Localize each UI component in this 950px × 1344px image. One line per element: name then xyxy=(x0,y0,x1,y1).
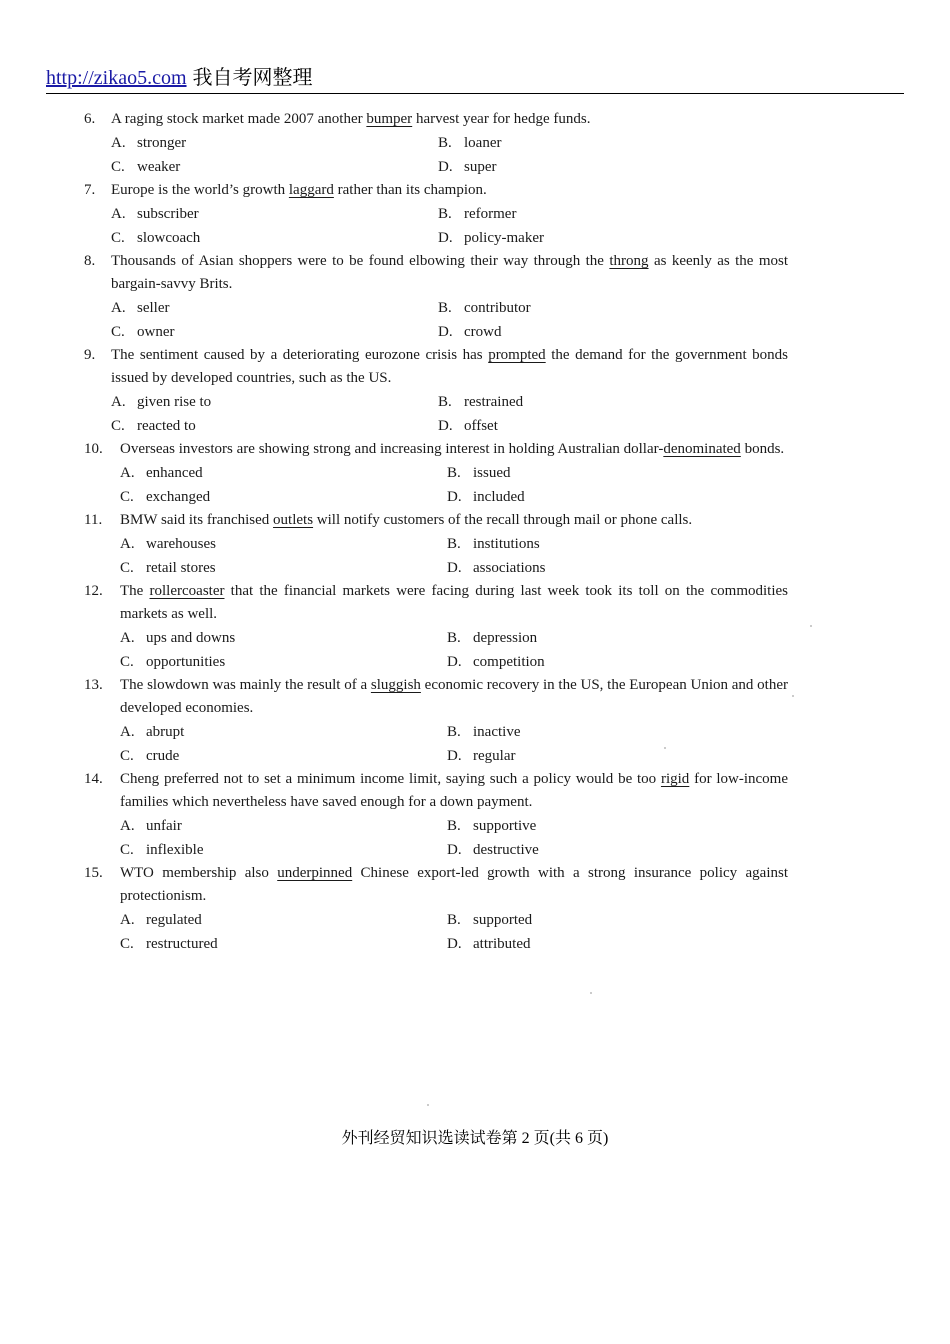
option-text: subscriber xyxy=(137,206,199,222)
answer-option xyxy=(120,485,447,509)
answer-option xyxy=(447,838,787,862)
question-stem xyxy=(84,862,788,908)
option-text: offset xyxy=(464,418,498,434)
option-text: reacted to xyxy=(137,418,196,434)
question-number: 10. xyxy=(84,441,103,457)
underlined-keyword: sluggish xyxy=(370,677,421,693)
option-letter: A. xyxy=(111,394,126,410)
option-letter: C. xyxy=(111,324,125,340)
answer-option xyxy=(120,532,447,556)
option-letter: C. xyxy=(120,748,134,764)
answer-option xyxy=(447,720,787,744)
option-text: issued xyxy=(473,465,511,481)
question-number: 9. xyxy=(84,347,96,363)
option-text: enhanced xyxy=(146,465,203,481)
option-letter: B. xyxy=(447,724,461,740)
page-footer: 外刊经贸知识选读试卷第 2 页(共 6 页) xyxy=(341,1130,609,1147)
option-text: ups and downs xyxy=(146,630,236,646)
answer-option xyxy=(447,932,787,956)
option-letter: D. xyxy=(438,230,453,246)
answer-option xyxy=(438,155,778,179)
question-item xyxy=(84,438,788,509)
answer-options xyxy=(84,908,788,956)
answer-option xyxy=(111,390,438,414)
page-header xyxy=(46,66,904,94)
stem-text-before: A raging stock market made 2007 another xyxy=(111,111,367,127)
answer-option xyxy=(111,320,438,344)
question-stem xyxy=(84,509,788,532)
option-text: policy-maker xyxy=(464,230,544,246)
option-letter: B. xyxy=(447,465,461,481)
stem-text-after: as keenly as the most bargain-savvy Brits. xyxy=(111,253,788,292)
option-text: warehouses xyxy=(146,536,216,552)
answer-option xyxy=(438,202,778,226)
option-text: crude xyxy=(146,748,180,764)
option-text: attributed xyxy=(473,936,531,952)
answer-option xyxy=(447,532,787,556)
answer-option xyxy=(111,296,438,320)
option-text: opportunities xyxy=(146,654,226,670)
option-text: inactive xyxy=(473,724,521,740)
answer-option xyxy=(111,414,438,438)
option-letter: B. xyxy=(438,394,452,410)
answer-option xyxy=(120,744,447,768)
option-text: reformer xyxy=(464,206,517,222)
stem-text-before: WTO membership also xyxy=(120,865,278,881)
option-letter: A. xyxy=(120,724,135,740)
option-letter: B. xyxy=(447,912,461,928)
stem-text-before: Thousands of Asian shoppers were to be found elbowing their way through the xyxy=(111,253,610,269)
option-letter: B. xyxy=(447,536,461,552)
option-text: crowd xyxy=(464,324,502,340)
option-text: exchanged xyxy=(146,489,211,505)
option-text: inflexible xyxy=(146,842,204,858)
option-letter: B. xyxy=(438,300,452,316)
question-item xyxy=(84,768,788,862)
question-item xyxy=(84,250,788,344)
stem-text-after: harvest year for hedge funds. xyxy=(412,111,591,127)
answer-option xyxy=(111,226,438,250)
option-text: stronger xyxy=(137,135,187,151)
answer-option xyxy=(438,296,778,320)
question-number: 11. xyxy=(84,512,103,528)
answer-option xyxy=(120,461,447,485)
option-text: owner xyxy=(137,324,175,340)
question-stem xyxy=(84,580,788,626)
option-letter: A. xyxy=(111,135,126,151)
question-text xyxy=(111,344,788,390)
answer-options xyxy=(84,626,788,674)
stem-text-after: will notify customers of the recall through mail or phone calls. xyxy=(313,512,693,528)
stem-text-after: rather than its champion. xyxy=(333,182,487,198)
underlined-keyword: rollercoaster xyxy=(149,583,225,599)
question-number: 12. xyxy=(84,583,103,599)
stem-text-before: The xyxy=(120,583,150,599)
option-text: abrupt xyxy=(146,724,185,740)
stem-text-after: economic recovery in the US, the European Union and other developed economies. xyxy=(120,677,789,716)
scan-speck xyxy=(427,1104,429,1106)
question-text xyxy=(111,179,788,202)
answer-options xyxy=(84,532,788,580)
stem-text-before: Europe is the world’s growth xyxy=(111,182,289,198)
option-text: competition xyxy=(473,654,545,670)
option-text: slowcoach xyxy=(137,230,201,246)
question-stem xyxy=(84,768,788,814)
question-number: 15. xyxy=(84,865,103,881)
answer-options xyxy=(84,720,788,768)
option-letter: D. xyxy=(438,159,453,175)
answer-options xyxy=(84,390,788,438)
question-item xyxy=(84,108,788,179)
option-letter: D. xyxy=(447,654,462,670)
question-number: 14. xyxy=(84,771,103,787)
answer-option xyxy=(120,556,447,580)
option-text: restructured xyxy=(146,936,218,952)
answer-option xyxy=(120,838,447,862)
answer-option xyxy=(447,650,787,674)
stem-text-after: Chinese export-led growth with a strong insurance policy against protectionism. xyxy=(120,865,788,904)
question-number: 8. xyxy=(84,253,96,269)
option-letter: A. xyxy=(111,300,126,316)
option-text: given rise to xyxy=(137,394,212,410)
option-letter: D. xyxy=(438,324,453,340)
option-letter: A. xyxy=(120,912,135,928)
answer-option xyxy=(111,131,438,155)
option-text: included xyxy=(473,489,525,505)
question-list xyxy=(84,108,788,956)
option-letter: C. xyxy=(120,936,134,952)
option-text: weaker xyxy=(137,159,181,175)
question-text xyxy=(111,250,788,296)
answer-option xyxy=(120,720,447,744)
option-letter: D. xyxy=(447,489,462,505)
question-item xyxy=(84,862,788,956)
answer-option xyxy=(438,226,778,250)
option-letter: B. xyxy=(447,630,461,646)
question-text xyxy=(120,674,788,720)
option-text: regulated xyxy=(146,912,202,928)
answer-option xyxy=(447,744,787,768)
option-letter: B. xyxy=(438,206,452,222)
option-letter: D. xyxy=(447,842,462,858)
answer-option xyxy=(120,932,447,956)
option-letter: A. xyxy=(120,630,135,646)
answer-option xyxy=(447,814,787,838)
question-item xyxy=(84,344,788,438)
option-letter: B. xyxy=(438,135,452,151)
scan-speck xyxy=(792,695,794,697)
underlined-keyword: denominated xyxy=(663,441,741,457)
stem-text-after: the demand for the government bonds issued by developed countries, such as the US. xyxy=(111,347,789,386)
option-letter: A. xyxy=(120,465,135,481)
question-item xyxy=(84,179,788,250)
scan-speck xyxy=(664,747,666,749)
underlined-keyword: underpinned xyxy=(277,865,353,881)
scan-speck xyxy=(590,992,592,994)
option-letter: A. xyxy=(111,206,126,222)
underlined-keyword: laggard xyxy=(288,182,334,198)
answer-option xyxy=(438,131,778,155)
site-name: 我自考网整理 xyxy=(192,67,313,89)
option-letter: D. xyxy=(447,748,462,764)
answer-option xyxy=(120,814,447,838)
question-stem xyxy=(84,344,788,390)
option-text: unfair xyxy=(146,818,182,834)
question-text xyxy=(120,580,788,626)
option-letter: D. xyxy=(438,418,453,434)
option-text: contributor xyxy=(464,300,531,316)
option-text: institutions xyxy=(473,536,540,552)
question-text xyxy=(120,862,788,908)
answer-option xyxy=(447,626,787,650)
stem-text-before: Cheng preferred not to set a minimum income limit, saying such a policy would be too xyxy=(120,771,661,787)
question-stem xyxy=(84,250,788,296)
answer-option xyxy=(111,202,438,226)
answer-option xyxy=(447,485,787,509)
option-letter: C. xyxy=(111,159,125,175)
answer-options xyxy=(84,202,788,250)
question-item xyxy=(84,580,788,674)
question-stem xyxy=(84,674,788,720)
underlined-keyword: prompted xyxy=(488,347,546,363)
answer-option xyxy=(447,461,787,485)
option-letter: C. xyxy=(120,842,134,858)
question-item xyxy=(84,509,788,580)
question-number: 6. xyxy=(84,111,96,127)
stem-text-after: that the financial markets were facing during last week took its toll on the commodities markets as well. xyxy=(120,583,788,622)
stem-text-before: BMW said its franchised xyxy=(120,512,274,528)
question-text xyxy=(120,438,788,461)
question-stem xyxy=(84,438,788,461)
answer-option xyxy=(120,650,447,674)
option-text: super xyxy=(464,159,497,175)
answer-options xyxy=(84,131,788,179)
stem-text-after: bonds. xyxy=(740,441,785,457)
underlined-keyword: throng xyxy=(609,253,649,269)
option-letter: C. xyxy=(120,654,134,670)
option-text: supportive xyxy=(473,818,537,834)
stem-text-before: Overseas investors are showing strong and increasing interest in holding Australian dollar- xyxy=(120,441,664,457)
underlined-keyword: bumper xyxy=(366,111,413,127)
answer-option xyxy=(438,390,778,414)
option-text: associations xyxy=(473,560,546,576)
question-text xyxy=(120,509,788,532)
option-text: restrained xyxy=(464,394,524,410)
underlined-keyword: outlets xyxy=(273,512,314,528)
answer-options xyxy=(84,461,788,509)
question-text xyxy=(120,768,788,814)
answer-option xyxy=(120,908,447,932)
question-stem xyxy=(84,108,788,131)
answer-option xyxy=(447,556,787,580)
option-text: regular xyxy=(473,748,516,764)
answer-option xyxy=(120,626,447,650)
answer-option xyxy=(111,155,438,179)
option-text: loaner xyxy=(464,135,502,151)
question-text xyxy=(111,108,788,131)
option-text: retail stores xyxy=(146,560,216,576)
stem-text-before: The sentiment caused by a deteriorating eurozone crisis has xyxy=(111,347,489,363)
option-text: destructive xyxy=(473,842,539,858)
answer-options xyxy=(84,296,788,344)
answer-options xyxy=(84,814,788,862)
stem-text-before: The slowdown was mainly the result of a xyxy=(120,677,371,693)
option-letter: B. xyxy=(447,818,461,834)
option-letter: C. xyxy=(111,230,125,246)
answer-option xyxy=(438,414,778,438)
question-item xyxy=(84,674,788,768)
answer-option xyxy=(447,908,787,932)
stem-text-after: for low-income families which nevertheless have saved enough for a down payment. xyxy=(120,771,788,810)
option-letter: A. xyxy=(120,818,135,834)
question-stem xyxy=(84,179,788,202)
option-text: supported xyxy=(473,912,533,928)
question-number: 7. xyxy=(84,182,96,198)
scan-speck xyxy=(810,625,812,627)
option-text: depression xyxy=(473,630,538,646)
option-letter: C. xyxy=(120,489,134,505)
answer-option xyxy=(438,320,778,344)
site-link[interactable]: http://zikao5.com xyxy=(46,67,187,89)
question-number: 13. xyxy=(84,677,103,693)
option-letter: A. xyxy=(120,536,135,552)
underlined-keyword: rigid xyxy=(660,771,690,787)
option-text: seller xyxy=(137,300,170,316)
option-letter: C. xyxy=(120,560,134,576)
option-letter: C. xyxy=(111,418,125,434)
option-letter: D. xyxy=(447,560,462,576)
option-letter: D. xyxy=(447,936,462,952)
